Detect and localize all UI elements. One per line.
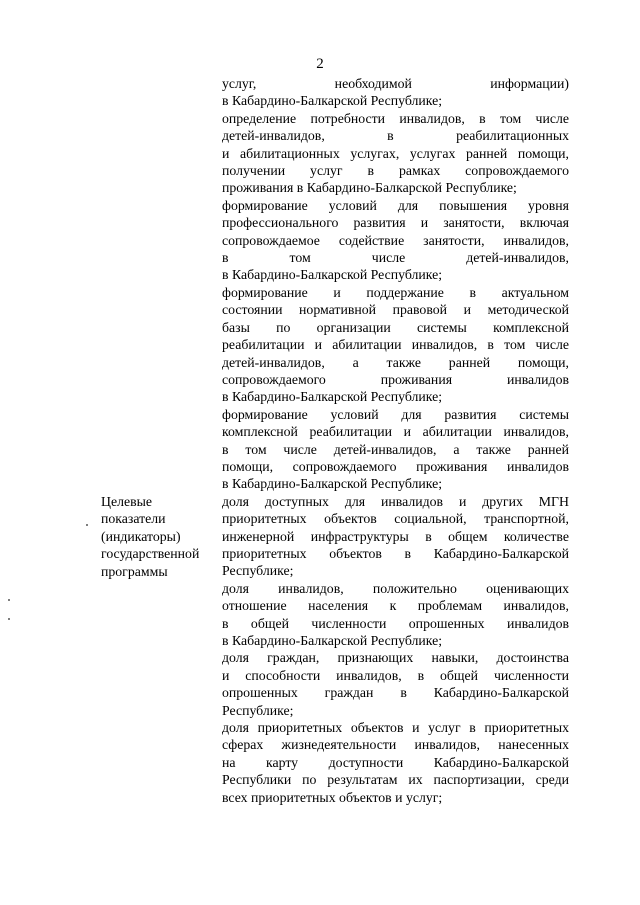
text-line: в Кабардино-Балкарской Республике; [222, 633, 443, 648]
text-line: сопровождаемого проживания инвалидов [222, 371, 569, 387]
text-line: проживания в Кабардино-Балкарской Республике; [222, 180, 517, 196]
text-line: инженерной инфраструктуры в общем количестве [222, 528, 569, 544]
text-line: формирование условий для развития системы [222, 406, 569, 422]
text-line: профессионального развития и занятости, включая [222, 215, 569, 231]
text-line: в Кабардино-Балкарской Республике; [222, 476, 443, 492]
text-line: Республики по результатам их паспортизации, среди [222, 772, 569, 788]
text-line: сферах жизнедеятельности инвалидов, нанесенных [222, 737, 569, 753]
text-line: Республике; [222, 563, 294, 579]
section-content [222, 75, 569, 806]
text-line: в том числе детей-инвалидов, [222, 250, 569, 266]
text-line: услуг, необходимой информации) [222, 76, 569, 91]
text-line: в Кабардино-Балкарской Республике; [222, 93, 443, 109]
text-line: доля приоритетных объектов и услуг в приоритетных [222, 720, 569, 736]
text-line: в общей численности опрошенных инвалидов [222, 615, 569, 631]
text-line: получении услуг в рамках сопровождаемого [222, 163, 569, 179]
text-line: приоритетных объектов социальной, транспортной, [222, 511, 569, 527]
section-label-line: показатели [101, 511, 166, 527]
section-label-line: государственной [101, 546, 200, 562]
text-line: приоритетных объектов в Кабардино-Балкарской [222, 545, 569, 561]
text-line: определение потребности инвалидов, в том числе [222, 110, 569, 126]
text-line: детей-инвалидов, а также ранней помощи, [222, 354, 569, 370]
text-line: сопровождаемое содействие занятости, инвалидов, [222, 232, 569, 248]
scan-mark [8, 618, 10, 620]
text-line: помощи, сопровождаемого проживания инвалидов [222, 458, 569, 474]
section-label-line: (индикаторы) [101, 528, 181, 544]
text-line: базы по организации системы комплексной [222, 319, 569, 335]
section-label [101, 493, 221, 580]
text-line: формирование и поддержание в актуальном [222, 284, 569, 300]
text-line: в Кабардино-Балкарской Республике; [222, 267, 443, 283]
scan-mark [86, 524, 88, 526]
text-line: на карту доступности Кабардино-Балкарской [222, 754, 569, 770]
section-label-line: программы [101, 563, 168, 579]
text-line: в том числе детей-инвалидов, а также ранней [222, 441, 569, 457]
scan-mark [8, 599, 10, 601]
text-line: реабилитации и абилитации инвалидов, в том числе [222, 337, 569, 353]
text-line: комплексной реабилитации и абилитации инвалидов, [222, 424, 569, 440]
text-line: формирование условий для повышения уровня [222, 197, 569, 213]
text-line: состоянии нормативной правовой и методической [222, 302, 569, 318]
text-line: доля инвалидов, положительно оценивающих [222, 580, 569, 596]
text-line: всех приоритетных объектов и услуг; [222, 789, 443, 805]
section-label-line: Целевые [101, 494, 153, 509]
text-line: доля граждан, признающих навыки, достоинства [222, 650, 569, 666]
text-line: опрошенных граждан в Кабардино-Балкарской [222, 685, 569, 701]
text-line: Республике; [222, 702, 294, 718]
text-line: и абилитационных услугах, услугах ранней помощи, [222, 145, 569, 161]
text-line: в Кабардино-Балкарской Республике; [222, 389, 443, 405]
text-line: отношение населения к проблемам инвалидов, [222, 598, 569, 614]
page-number: 2 [316, 56, 324, 72]
text-line: доля доступных для инвалидов и других МГН [222, 493, 569, 509]
text-line: и способности инвалидов, в общей численности [222, 667, 569, 683]
text-line: детей-инвалидов, в реабилитационных [222, 128, 569, 144]
